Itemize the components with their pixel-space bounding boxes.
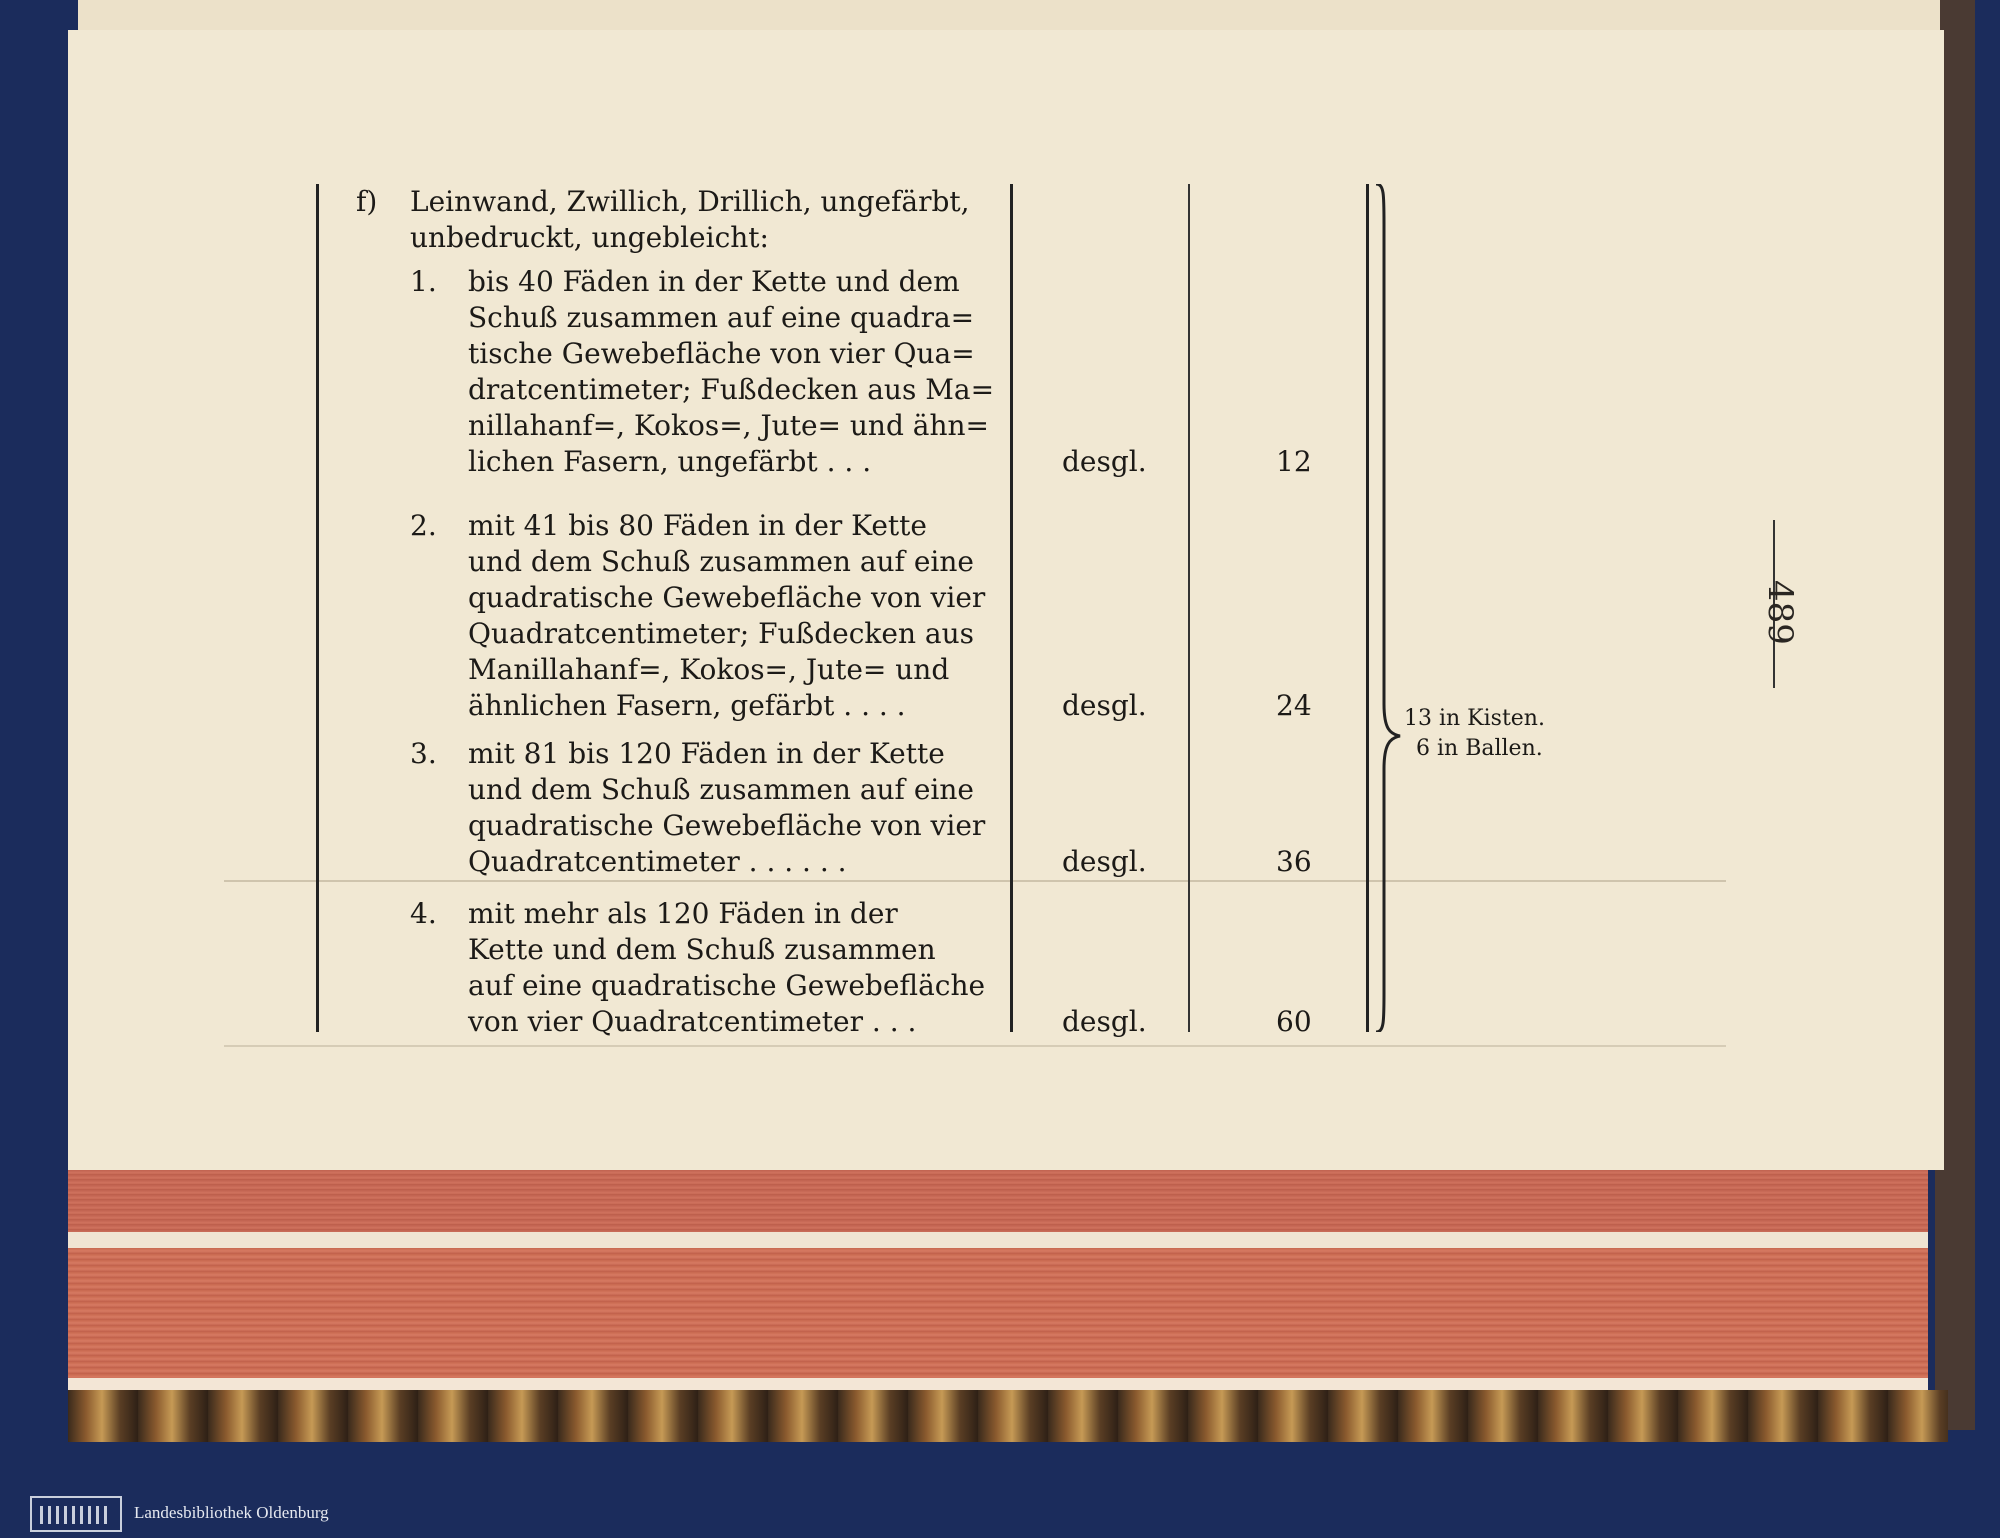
entry-line: Quadratcentimeter; Fußdecken aus bbox=[468, 617, 974, 650]
table-rule-mid bbox=[1010, 184, 1013, 1032]
curly-brace bbox=[1370, 184, 1410, 1032]
library-name: Landesbibliothek Oldenburg bbox=[134, 1503, 329, 1522]
page-edge-red bbox=[68, 1248, 1928, 1378]
library-logo-icon bbox=[30, 1496, 122, 1532]
book-page bbox=[68, 30, 1944, 1170]
entry-line: lichen Fasern, ungefärbt . . . bbox=[468, 445, 872, 478]
entry-line: und dem Schuß zusammen auf eine bbox=[468, 773, 974, 806]
section-heading-line: unbedruckt, ungebleicht: bbox=[410, 221, 769, 254]
bleed-through-line bbox=[224, 1045, 1726, 1047]
entry-number: 2. bbox=[410, 509, 437, 542]
entry-value: 60 bbox=[1276, 1005, 1312, 1038]
entry-value: 36 bbox=[1276, 845, 1312, 878]
entry-line: bis 40 Fäden in der Kette und dem bbox=[468, 265, 960, 298]
entry-number: 4. bbox=[410, 897, 437, 930]
table-rule-right bbox=[1366, 184, 1369, 1032]
entry-line: ähnlichen Fasern, gefärbt . . . . bbox=[468, 689, 906, 722]
entry-line: quadratische Gewebefläche von vier bbox=[468, 809, 986, 842]
page-number: 489 bbox=[1760, 580, 1800, 645]
page-edge-white bbox=[68, 1378, 1928, 1390]
entry-line: mit 81 bis 120 Fäden in der Kette bbox=[468, 737, 945, 770]
entry-line: dratcentimeter; Fußdecken aus Ma= bbox=[468, 373, 995, 406]
entry-number: 3. bbox=[410, 737, 437, 770]
entry-line: auf eine quadratische Gewebefläche bbox=[468, 969, 986, 1002]
bleed-through-line bbox=[224, 880, 1726, 882]
entry-number: 1. bbox=[410, 265, 437, 298]
tara-note-line: 6 in Ballen. bbox=[1416, 736, 1543, 761]
entry-line: von vier Quadratcentimeter . . . bbox=[468, 1005, 917, 1038]
entry-line: Quadratcentimeter . . . . . . bbox=[468, 845, 847, 878]
entry-unit: desgl. bbox=[1062, 445, 1147, 478]
entry-line: tische Gewebefläche von vier Qua= bbox=[468, 337, 975, 370]
marbled-cover bbox=[68, 1390, 1948, 1442]
entry-line: quadratische Gewebefläche von vier bbox=[468, 581, 986, 614]
entry-line: Kette und dem Schuß zusammen bbox=[468, 933, 936, 966]
table-rule-left bbox=[316, 184, 319, 1032]
page-edge-white bbox=[68, 1232, 1928, 1248]
tara-note-line: 13 in Kisten. bbox=[1404, 706, 1545, 731]
entry-line: mit mehr als 120 Fäden in der bbox=[468, 897, 898, 930]
table-rule-value bbox=[1188, 184, 1190, 1032]
entry-line: nillahanf=, Kokos=, Jute= und ähn= bbox=[468, 409, 990, 442]
section-marker: f) bbox=[356, 185, 378, 218]
entry-value: 24 bbox=[1276, 689, 1312, 722]
entry-value: 12 bbox=[1276, 445, 1312, 478]
entry-unit: desgl. bbox=[1062, 1005, 1147, 1038]
entry-unit: desgl. bbox=[1062, 689, 1147, 722]
entry-line: Manillahanf=, Kokos=, Jute= und bbox=[468, 653, 950, 686]
entry-line: Schuß zusammen auf eine quadra= bbox=[468, 301, 975, 334]
page-edge-red bbox=[68, 1170, 1928, 1232]
section-heading-line: Leinwand, Zwillich, Drillich, ungefärbt, bbox=[410, 185, 970, 218]
entry-unit: desgl. bbox=[1062, 845, 1147, 878]
entry-line: mit 41 bis 80 Fäden in der Kette bbox=[468, 509, 927, 542]
entry-line: und dem Schuß zusammen auf eine bbox=[468, 545, 974, 578]
